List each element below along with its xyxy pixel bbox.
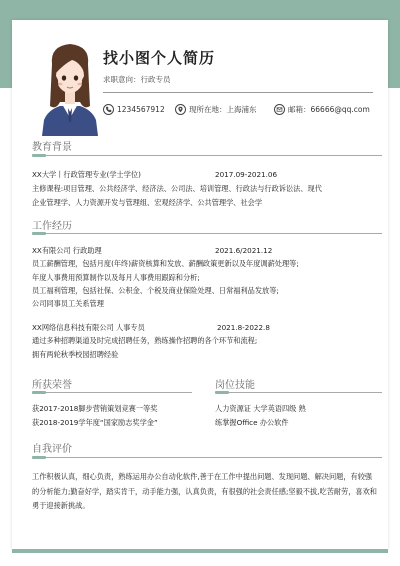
award-item: 获2017-2018脚步营销策划竞赛一等奖: [32, 404, 158, 413]
job2-dates: 2021.8-2022.8: [217, 323, 270, 332]
email-icon: [274, 104, 285, 115]
education-courses-cont: 企业管理学、人力资源开发与管理组、宏观经济学、公共管理学、社会学: [32, 198, 263, 207]
job1-duty: 公司同事员工关系管理: [32, 299, 104, 308]
skill-item: 人力资源证 大学英语四级 熟: [215, 404, 306, 413]
job2-duty: 通过多种招聘渠道及时完成招聘任务，熟练操作招聘的各个环节和流程;: [32, 336, 258, 345]
job1-dates: 2021.6/2021.12: [215, 246, 273, 255]
header-divider: [103, 92, 373, 93]
education-accent: [32, 154, 46, 157]
self-eval-divider: [32, 457, 382, 458]
job-intent-value: 行政专员: [140, 75, 171, 84]
awards-title: 所获荣誉: [32, 380, 72, 391]
skills-accent: [215, 391, 229, 394]
work-title: 工作经历: [32, 221, 72, 232]
avatar: [38, 40, 102, 136]
job-intent: [103, 74, 171, 85]
self-eval-text: 工作积极认真，细心负责，熟练运用办公自动化软件,善于在工作中提出问题、发现问题、解决问题，有较强的分析能力;勤奋好学，踏实肯干，动手能力强，认真负责，有很强的社会责任感;坚毅不拔,吃苦耐劳，喜欢和勇于迎接新挑战。: [32, 472, 377, 510]
bottom-color-bar: [12, 549, 388, 553]
skills-title: 岗位技能: [215, 380, 255, 391]
phone-icon: [103, 104, 114, 115]
job2-duty: 拥有两轮秋季校园招聘经验: [32, 350, 119, 359]
email-text: 邮箱：66666@qq.com: [288, 105, 370, 114]
phone-number: 1234567912: [117, 105, 165, 114]
phone-contact: [103, 104, 165, 115]
skills-divider: [215, 392, 382, 393]
education-title: 教育背景: [32, 142, 72, 153]
resume-page: [12, 20, 388, 550]
page-title: 找小图个人简历: [103, 49, 216, 67]
work-divider: [32, 233, 382, 234]
awards-accent: [32, 391, 46, 394]
job1-duty: 员工薪酬管理，包括月度(年终)薪资核算和发放、薪酬政策更新以及年度调薪处理等;: [32, 259, 299, 268]
education-dates: 2017.09-2021.06: [215, 170, 278, 179]
self-eval-title: 自我评价: [32, 444, 72, 455]
location-contact: [175, 104, 257, 115]
education-courses: 主修课程:项目管理、公共经济学、经济法、公司法、培训管理、行政法与行政诉讼法、现代: [32, 184, 322, 193]
award-item: 获2018-2019学年度“国家励志奖学金”: [32, 418, 158, 427]
awards-divider: [32, 392, 192, 393]
work-accent: [32, 232, 46, 235]
job2-company: XX网络信息科技有限公司 人事专员: [32, 323, 145, 332]
email-contact: [274, 104, 370, 115]
education-school: XX大学丨行政管理专业(学士学位): [32, 170, 141, 179]
education-divider: [32, 155, 382, 156]
location-text: 现所在地：上海浦东: [189, 105, 257, 114]
job-intent-label: 求职意向：: [103, 75, 141, 84]
self-eval-accent: [32, 456, 46, 459]
skill-item: 练掌握Office 办公软件: [215, 418, 289, 427]
job1-company: XX有限公司 行政助理: [32, 246, 102, 255]
job1-duty: 员工福利管理，包括社保、公积金、个税及商业保险处理、日常福利品发放等;: [32, 286, 279, 295]
job1-duty: 年度人事费用预算制作以及每月人事费用跟踪和分析;: [32, 273, 200, 282]
location-icon: [175, 104, 186, 115]
